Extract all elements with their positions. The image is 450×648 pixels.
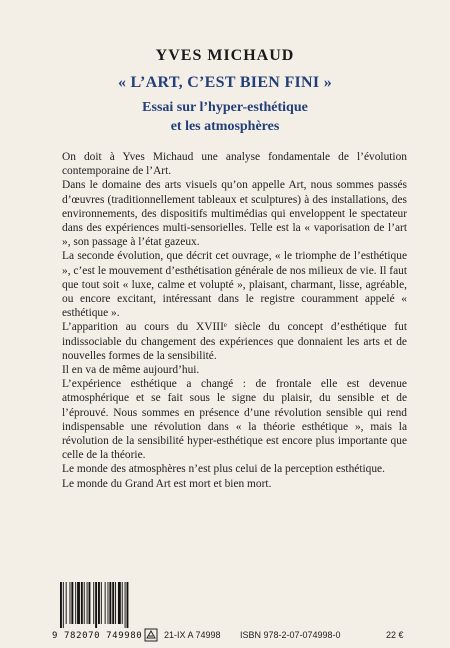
- barcode-bar: [101, 582, 102, 624]
- paragraph: Dans le domaine des arts visuels qu’on appelle Art, nous sommes passés d’œuvres (traditionnellement tableaux et sculptures) à des installations, des environnements, des dispositifs multimédias qui enveloppent le spectateur dans des expériences multi-sensorielles. Telle est la « vaporisation de l’art », son passage à l’état gazeux.: [62, 179, 407, 249]
- barcode-bar: [105, 582, 106, 624]
- barcode-bar: [87, 582, 88, 624]
- book-subtitle: [0, 98, 450, 136]
- barcode-bar: [89, 582, 91, 624]
- book-title: « L’ART, C’EST BIEN FINI »: [117, 74, 333, 91]
- barcode-bar: [98, 582, 100, 624]
- isbn-number: ISBN 978-2-07-074998-0: [240, 630, 341, 640]
- barcode-bar: [60, 582, 62, 628]
- barcode-bar: [125, 582, 126, 628]
- barcode-bar: [77, 582, 80, 624]
- barcode-bar: [108, 582, 109, 624]
- barcode-bar: [66, 582, 67, 624]
- barcode-bar: [127, 582, 129, 628]
- barcode-bar: [84, 582, 85, 624]
- barcode-bar: [71, 582, 73, 624]
- subtitle-line-1: Essai sur l’hyper-esthétique: [142, 100, 308, 115]
- paragraph: La seconde évolution, que décrit cet ouvrage, « le triomphe de l’esthétique », c’est le mouvement d’esthétisation générale de nos milieux de vie. Il faut que tout soit « luxe, calme et volupté », plaisant, charmant, lisse, agréable, ou encore excitant, intéressant dans le registre couramment appelé « esthétique ».: [62, 250, 407, 320]
- price: 22 €: [386, 630, 404, 640]
- barcode: [58, 582, 148, 628]
- barcode-bars: [58, 582, 148, 628]
- author-name: YVES MICHAUD: [155, 47, 295, 64]
- barcode-bar: [95, 582, 97, 628]
- paragraph: L’expérience esthétique a changé : de frontale elle est devenue atmosphérique et se fait sous le signe du plaisir, du sensible et de l’éprouvé. Nous sommes en présence d’une révolution sensible qui rend indispensable une révolution dans « la théorie esthétique », mais la révolution de la sensibilité hyper-esthétique est encore plus importante que celle de la théorie.: [62, 378, 407, 462]
- barcode-bar: [93, 582, 94, 624]
- paragraph: Il en va de même aujourd’hui.: [62, 364, 200, 377]
- blurb-text: [62, 150, 407, 491]
- barcode-bar: [75, 582, 76, 624]
- barcode-bar: [81, 582, 83, 624]
- barcode-bar: [109, 582, 111, 624]
- paragraph: On doit à Yves Michaud une analyse fondamentale de l’évolution contemporaine de l’Art.: [62, 151, 407, 178]
- subtitle-line-2: et les atmosphères: [170, 119, 280, 134]
- barcode-bar: [118, 582, 121, 624]
- barcode-bar: [112, 582, 114, 624]
- barcode-digits: 9 782070 749980: [52, 631, 143, 641]
- barcode-bar: [70, 582, 71, 624]
- paragraph: Le monde du Grand Art est mort et bien mort.: [62, 477, 272, 490]
- barcode-bar: [63, 582, 64, 628]
- paragraph: L’apparition au cours du XVIIIᵉ siècle du concept d’esthétique fut indissociable du changement des expériences que donnaient les arts et de nouvelles formes de la sensibilité.: [62, 321, 407, 362]
- paragraph: Le monde des atmosphères n’est plus celui de la perception esthétique.: [62, 463, 385, 476]
- barcode-bar: [122, 582, 123, 624]
- publisher-logo-icon: [144, 628, 158, 642]
- barcode-bar: [115, 582, 116, 624]
- catalog-code: 21-IX A 74998: [164, 630, 221, 640]
